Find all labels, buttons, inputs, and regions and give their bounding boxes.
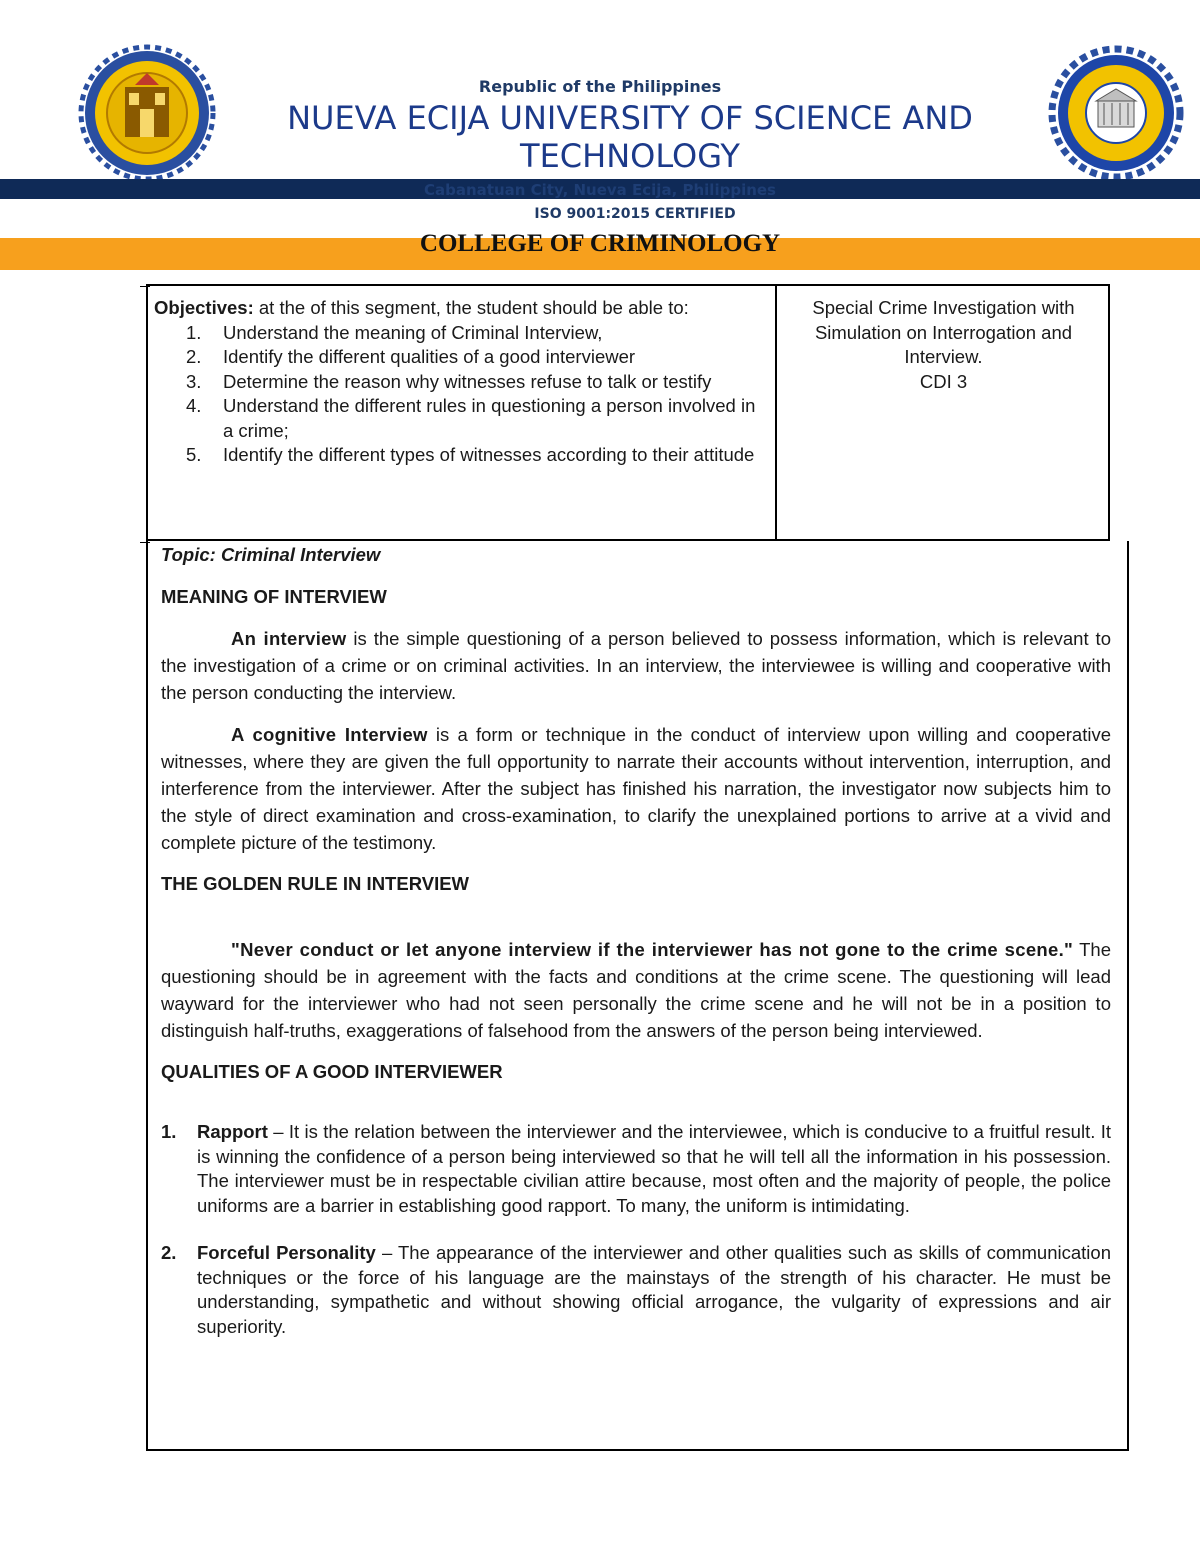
- objectives-list: [154, 321, 769, 468]
- topic-title: Topic: Criminal Interview: [161, 544, 381, 565]
- golden-rule-heading: THE GOLDEN RULE IN INTERVIEW: [161, 873, 470, 894]
- cognitive-interview-paragraph: A cognitive Interview is a form or technique in the conduct of interview upon willing and cooperative witnesses, where they are given the full opportunity to narrate their accounts without intervention, interruption, and interference from the interviewer. After the subject has finished his narration, the investigator now subjects him to the style of direct examination and cross-examination, to clarify the unexplained portions to arrive at a vivid and complete picture of the testimony.: [161, 724, 1111, 853]
- city-label: Cabanatuan City, Nueva Ecija, Philippines: [423, 181, 776, 199]
- republic-label: Republic of the Philippines: [478, 77, 722, 96]
- university-name: NUEVA ECIJA UNIVERSITY OF SCIENCE AND TECHNOLOGY: [287, 99, 973, 175]
- university-seal-logo: [77, 43, 217, 183]
- meaning-heading: MEANING OF INTERVIEW: [161, 586, 387, 607]
- objective-item: 2. Identify the different qualities of a good interviewer: [186, 346, 636, 367]
- objective-item: 3. Determine the reason why witnesses refuse to talk or testify: [186, 370, 712, 392]
- course-title: Special Crime Investigation with Simulation on Interrogation and Interview.: [812, 297, 1075, 367]
- iso-certification: ISO 9001:2015 CERTIFIED: [534, 206, 736, 222]
- course-code: CDI 3: [919, 370, 968, 392]
- college-seal-logo: [1046, 43, 1186, 183]
- quality-item: 1. Rapport – It is the relation between the interviewer and the interviewee, which is conducive to a fruitful result. It is winning the confidence of a person being interviewed so that he will tell all the information in his possession. The interviewer must be in respectable civilian attire because, most often and the majority of people, the police uniforms are a barrier in establishing good rapport. To many, the uniform is intimidating.: [161, 1121, 1111, 1216]
- college-name: COLLEGE OF CRIMINOLOGY: [419, 230, 781, 257]
- objectives-label: Objectives:: [154, 297, 254, 318]
- quality-item: 2. Forceful Personality – The appearance of the interviewer and other qualities such as skills of communication techniques or the force of his language are the mainstays of the strength of his character. He must be understanding, sympathetic and without showing official arrogance, the vulgarity of expressions and air superiority.: [161, 1242, 1111, 1337]
- course-cell: [781, 296, 1106, 394]
- objectives-divider: [775, 284, 777, 541]
- objective-item: 5. Identify the different types of witnesses according to their attitude: [186, 444, 755, 465]
- objectives-intro: at the of this segment, the student should be able to:: [253, 297, 689, 318]
- objectives-cell: [154, 296, 769, 468]
- golden-rule-paragraph: "Never conduct or let anyone interview if the interviewer has not gone to the crime scene." The questioning should be in agreement with the facts and conditions at the crime scene. The questioning will lead wayward for the interviewer who had not seen personally the crime scene and he will not be in a position to distinguish half-truths, exaggerations of falsehood from the answers of the person being interviewed.: [161, 939, 1111, 1041]
- qualities-heading: QUALITIES OF A GOOD INTERVIEWER: [161, 1061, 503, 1082]
- interview-paragraph: An interview is the simple questioning of a person believed to possess information, which is relevant to the investigation of a crime or on criminal activities. In an interview, the interviewee is willing and cooperative with the person conducting the interview.: [161, 628, 1111, 703]
- objective-item: 1. Understand the meaning of Criminal Interview,: [186, 321, 603, 343]
- objective-item: 4. Understand the different rules in questioning a person involved in a crime;: [186, 395, 756, 441]
- qualities-list: [161, 1120, 1111, 1339]
- lesson-content: [161, 543, 1111, 1339]
